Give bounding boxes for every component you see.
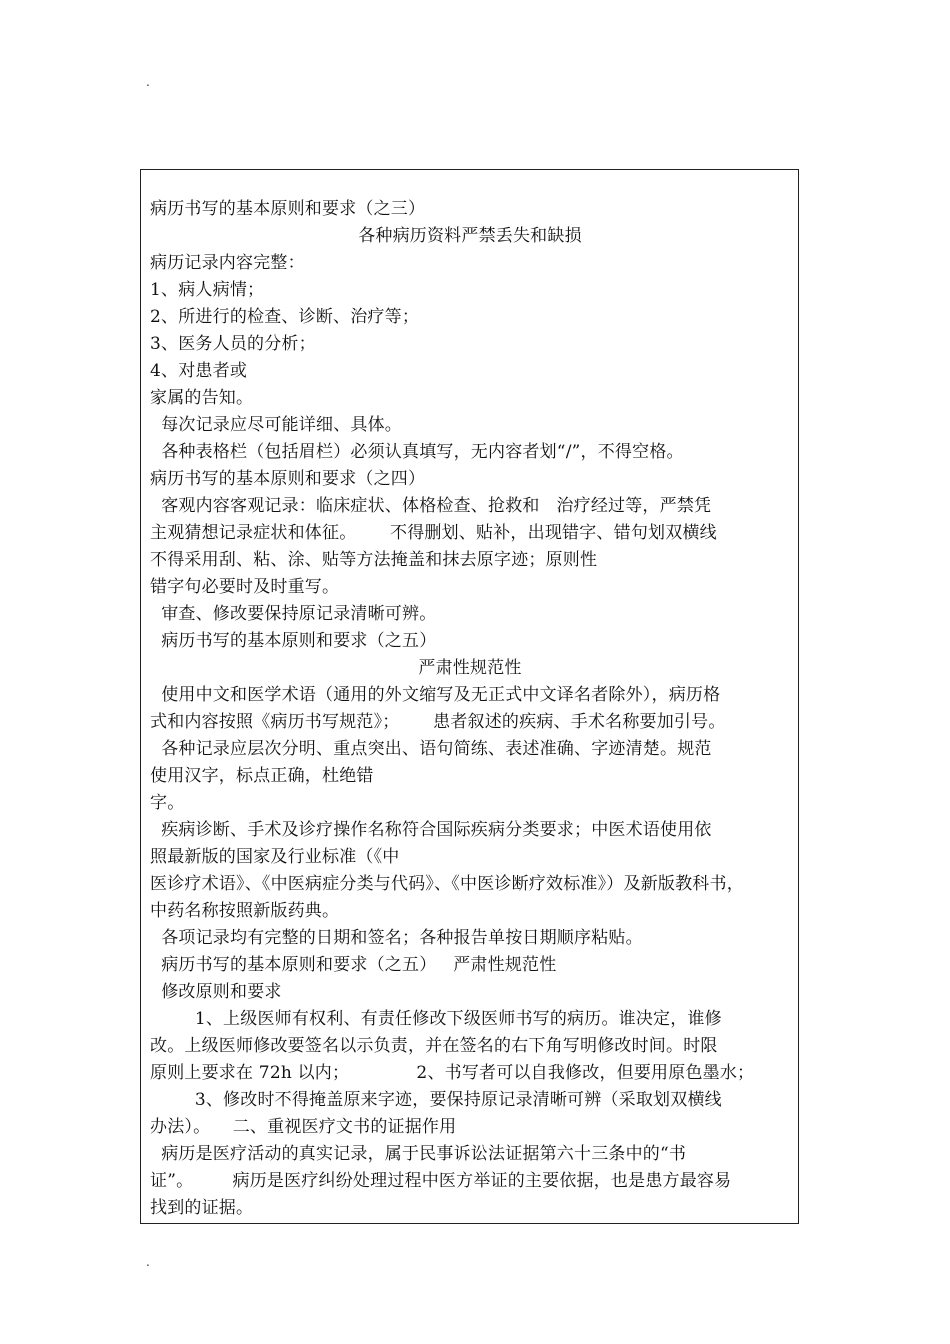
text-line: 家属的告知。 — [150, 388, 254, 408]
text-line: 各项记录均有完整的日期和签名；各种报告单按日期顺序粘贴。 — [150, 928, 643, 948]
text-line: 使用中文和医学术语（通用的外文缩写及无正式中文译名者除外），病历格 — [150, 685, 721, 705]
list-item-1: 1、病人病情； — [150, 280, 265, 300]
text-line: 改。上级医师修改要签名以示负责，并在签名的右下角写明修改时间。时限 — [150, 1036, 718, 1056]
text-line: 病历记录内容完整： — [150, 253, 305, 273]
heading-principles-3: 病历书写的基本原则和要求（之三） — [150, 199, 426, 219]
text-line: 3、修改时不得掩盖原来字迹，要保持原记录清晰可辨（采取划双横线 — [150, 1090, 722, 1110]
list-item-2: 2、所进行的检查、诊断、治疗等； — [150, 307, 420, 327]
text-line: 字。 — [150, 793, 185, 813]
text-line: 客观内容客观记录：临床症状、体格检查、抢救和 治疗经过等，严禁凭 — [150, 496, 712, 516]
subheading-no-loss: 各种病历资料严禁丢失和缺损 — [358, 226, 582, 246]
text-line: 不得采用刮、粘、涂、贴等方法掩盖和抹去原字迹；原则性 — [150, 550, 598, 570]
text-line: 各种表格栏（包括眉栏）必须认真填写，无内容者划“/”，不得空格。 — [150, 442, 684, 462]
text-line: 各种记录应层次分明、重点突出、语句简练、表述准确、字迹清楚。规范 — [150, 739, 712, 759]
text-line: 找到的证据。 — [150, 1198, 254, 1218]
heading-principles-5: 病历书写的基本原则和要求（之五） — [150, 631, 437, 651]
text-line: 中药名称按照新版药典。 — [150, 901, 340, 921]
subheading-rigor: 严肃性规范性 — [418, 658, 522, 678]
text-line: 疾病诊断、手术及诊疗操作名称符合国际疾病分类要求；中医术语使用依 — [150, 820, 712, 840]
heading-principles-5-repeat: 病历书写的基本原则和要求（之五） 严肃性规范性 — [150, 955, 557, 975]
bottom-dot-mark: . — [146, 1255, 150, 1269]
text-line: 式和内容按照《病历书写规范》； 患者叙述的疾病、手术名称要加引号。 — [150, 712, 726, 732]
text-line: 医诊疗术语》、《中医病症分类与代码》、《中医诊断疗效标准》）及新版教科书， — [150, 874, 744, 894]
text-line: 原则上要求在 72h 以内； 2、书写者可以自我修改，但要用原色墨水； — [150, 1063, 755, 1083]
text-line: 办法）。 二、重视医疗文书的证据作用 — [150, 1117, 457, 1137]
text-line: 使用汉字，标点正确，杜绝错 — [150, 766, 374, 786]
list-item-4: 4、对患者或 — [150, 361, 248, 381]
text-line: 主观猜想记录症状和体征。 不得删划、贴补，出现错字、错句划双横线 — [150, 523, 717, 543]
text-line: 病历是医疗活动的真实记录，属于民事诉讼法证据第六十三条中的“书 — [150, 1144, 687, 1164]
heading-revision-rules: 修改原则和要求 — [150, 982, 282, 1002]
text-line: 证”。 病历是医疗纠纷处理过程中医方举证的主要依据，也是患方最容易 — [150, 1171, 732, 1191]
heading-principles-4: 病历书写的基本原则和要求（之四） — [150, 469, 426, 489]
text-line: 照最新版的国家及行业标准（《中 — [150, 847, 400, 867]
text-line: 审查、修改要保持原记录清晰可辨。 — [150, 604, 437, 624]
top-dot-mark: . — [146, 75, 150, 89]
text-line: 1、上级医师有权利、有责任修改下级医师书写的病历。谁决定，谁修 — [150, 1009, 722, 1029]
text-line: 每次记录应尽可能详细、具体。 — [150, 415, 403, 435]
text-line: 错字句必要时及时重写。 — [150, 577, 340, 597]
list-item-3: 3、医务人员的分析； — [150, 334, 316, 354]
